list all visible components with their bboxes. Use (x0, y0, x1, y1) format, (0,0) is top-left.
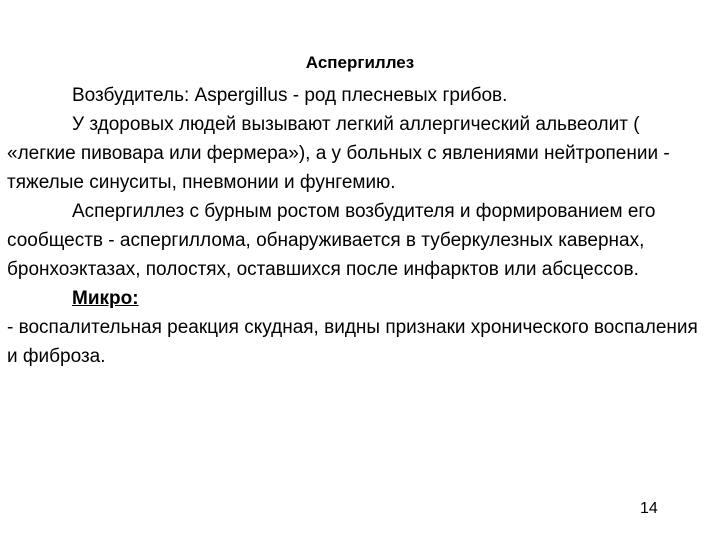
micro-description: - воспалительная реакция скудная, видны признаки хронического воспаления и фиброза. (7, 317, 698, 367)
page-number: 14 (640, 500, 658, 517)
slide-title: Аспергиллез (305, 53, 415, 72)
micro-heading: Микро: (72, 288, 139, 309)
clinical-forms-paragraph: У здоровых людей вызывают легкий аллергический альвеолит ( «легкие пивовара или фермера»), а у больных с явлениями нейтропении - тяжелые синуситы, пневмонии и фунгемию. (7, 114, 670, 193)
pathogen-paragraph: Возбудитель: Aspergillus - род плесневых грибов. (72, 85, 508, 106)
aspergilloma-paragraph: Аспергиллез с бурным ростом возбудителя и формированием его сообществ - аспергиллома, обнаруживается в туберкулезных кавернах, бронхоэктазах, полостях, оставшихся после инфарктов или абсцессов. (7, 201, 656, 280)
slide-body (7, 81, 707, 371)
